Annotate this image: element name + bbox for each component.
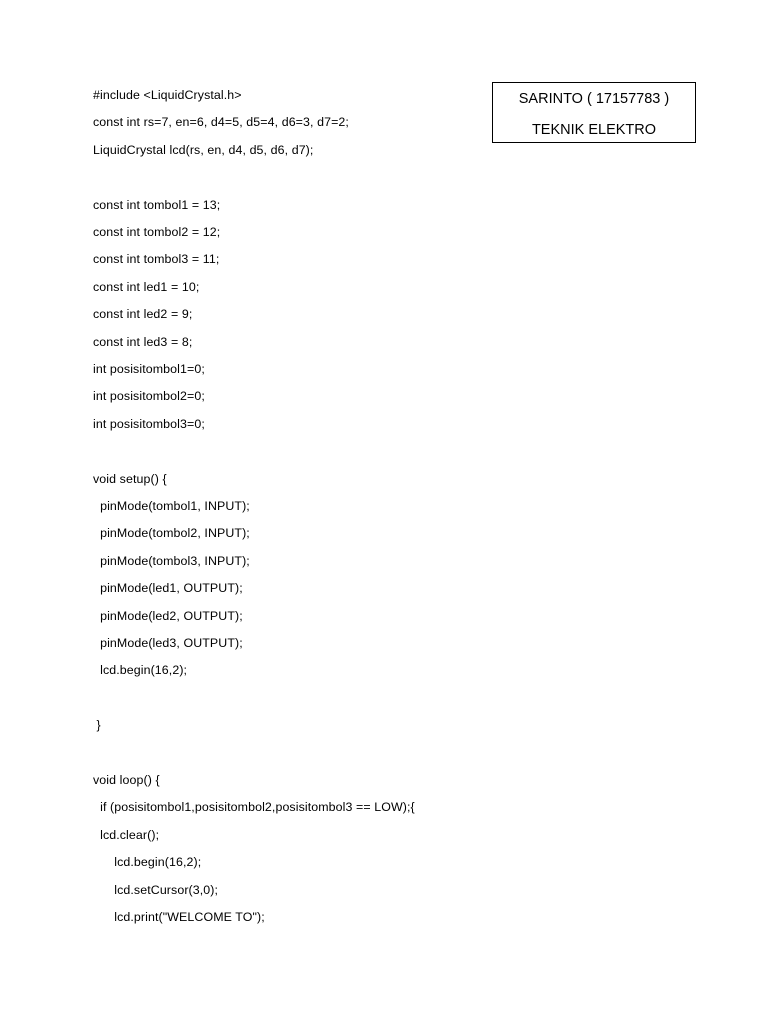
code-line-led1: const int led1 = 10; [93, 280, 200, 294]
code-line-led3: const int led3 = 8; [93, 335, 193, 349]
code-line-posisi2: int posisitombol2=0; [93, 389, 205, 403]
code-line-tombol1: const int tombol1 = 13; [93, 198, 221, 212]
code-line-posisi1: int posisitombol1=0; [93, 362, 205, 376]
code-line-lcd-print: lcd.print("WELCOME TO"); [93, 910, 265, 924]
code-line-posisi3: int posisitombol3=0; [93, 417, 205, 431]
code-line-loop-open: void loop() { [93, 773, 160, 787]
code-line-pin-consts: const int rs=7, en=6, d4=5, d5=4, d6=3, d7=2; [93, 115, 349, 129]
code-line-pinmode-t1: pinMode(tombol1, INPUT); [93, 499, 250, 513]
code-line-tombol2: const int tombol2 = 12; [93, 225, 221, 239]
student-name-id: SARINTO ( 17157783 ) [518, 91, 670, 107]
code-line-tombol3: const int tombol3 = 11; [93, 252, 220, 266]
department-label: TEKNIK ELEKTRO [531, 122, 657, 138]
code-line-if-condition: if (posisitombol1,posisitombol2,posisitombol3 == LOW);{ [93, 800, 415, 814]
code-line-pinmode-l3: pinMode(led3, OUTPUT); [93, 636, 243, 650]
code-line-pinmode-t2: pinMode(tombol2, INPUT); [93, 526, 250, 540]
code-line-include: #include <LiquidCrystal.h> [93, 88, 242, 102]
code-line-lcd-begin-2: lcd.begin(16,2); [93, 855, 202, 869]
code-line-pinmode-t3: pinMode(tombol3, INPUT); [93, 554, 250, 568]
code-line-lcd-clear: lcd.clear(); [93, 828, 160, 842]
code-line-lcd-begin: lcd.begin(16,2); [93, 663, 188, 677]
code-line-setup-open: void setup() { [93, 472, 167, 486]
code-line-lcd-decl: LiquidCrystal lcd(rs, en, d4, d5, d6, d7); [93, 143, 314, 157]
code-line-set-cursor: lcd.setCursor(3,0); [93, 883, 219, 897]
code-line-pinmode-l2: pinMode(led2, OUTPUT); [93, 609, 243, 623]
code-line-pinmode-l1: pinMode(led1, OUTPUT); [93, 581, 243, 595]
student-id-box [492, 82, 696, 143]
code-line-led2: const int led2 = 9; [93, 307, 193, 321]
code-line-setup-close: } [93, 718, 101, 732]
